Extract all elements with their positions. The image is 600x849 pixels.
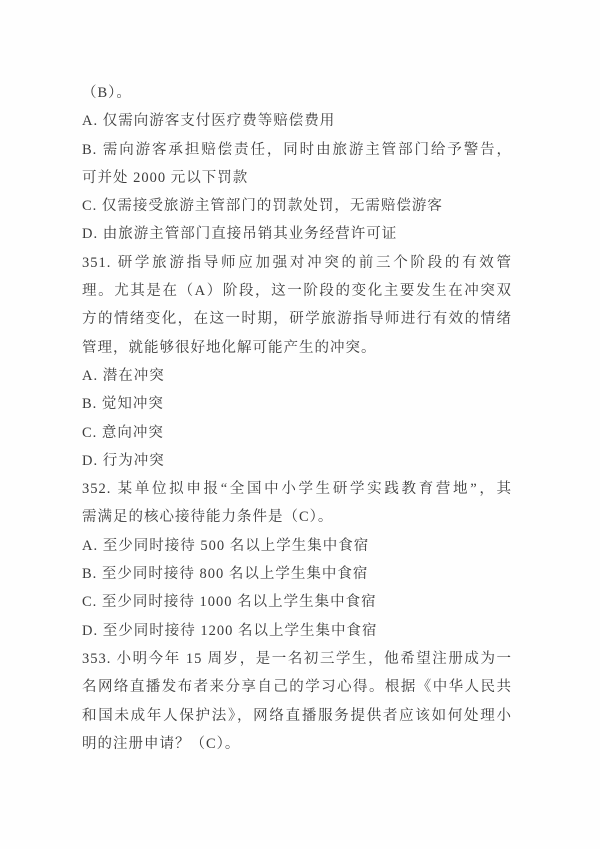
text-line: D. 至少同时接待 1200 名以上学生集中食宿 bbox=[82, 622, 378, 639]
text-line: 可并处 2000 元以下罚款 bbox=[82, 169, 249, 186]
text-line: D. 由旅游主管部门直接吊销其业务经营许可证 bbox=[82, 226, 398, 243]
page-text bbox=[82, 79, 512, 758]
text-line: B. 需向游客承担赔偿责任，同时由旅游主管部门给予警告， bbox=[82, 141, 512, 158]
text-line: 352. 某单位拟申报“全国中小学生研学实践教育营地”，其 bbox=[82, 481, 512, 498]
text-line: A. 至少同时接待 500 名以上学生集中食宿 bbox=[82, 537, 370, 554]
text-line: 353. 小明今年 15 周岁，是一名初三学生，他希望注册成为一 bbox=[82, 650, 512, 667]
text-line: A. 潜在冲突 bbox=[82, 367, 165, 384]
text-line: C. 至少同时接待 1000 名以上学生集中食宿 bbox=[82, 594, 377, 611]
text-line: C. 仅需接受旅游主管部门的罚款处罚，无需赔偿游客 bbox=[82, 198, 443, 215]
text-line: D. 行为冲突 bbox=[82, 452, 165, 469]
text-line: B. 觉知冲突 bbox=[82, 396, 164, 413]
text-line: C. 意向冲突 bbox=[82, 424, 164, 441]
text-line: 名网络直播发布者来分享自己的学习心得。根据《中华人民共 bbox=[82, 679, 512, 696]
text-line: 351. 研学旅游指导师应加强对冲突的前三个阶段的有效管 bbox=[82, 254, 512, 271]
text-line: 和国未成年人保护法》，网络直播服务提供者应该如何处理小 bbox=[82, 707, 512, 724]
text-line: 理。尤其是在（A）阶段，这一阶段的变化主要发生在冲突双 bbox=[82, 283, 512, 300]
text-line: 方的情绪变化，在这一时期，研学旅游指导师进行有效的情绪 bbox=[82, 311, 512, 328]
text-line: （B）。 bbox=[82, 85, 132, 101]
text-line: 管理，就能够很好地化解可能产生的冲突。 bbox=[82, 339, 377, 356]
text-line: 需满足的核心接待能力条件是（C）。 bbox=[82, 509, 334, 526]
text-line: A. 仅需向游客支付医疗费等赔偿费用 bbox=[82, 113, 336, 130]
text-line: B. 至少同时接待 800 名以上学生集中食宿 bbox=[82, 566, 369, 583]
text-line: 明的注册申请？（C）。 bbox=[82, 735, 241, 752]
